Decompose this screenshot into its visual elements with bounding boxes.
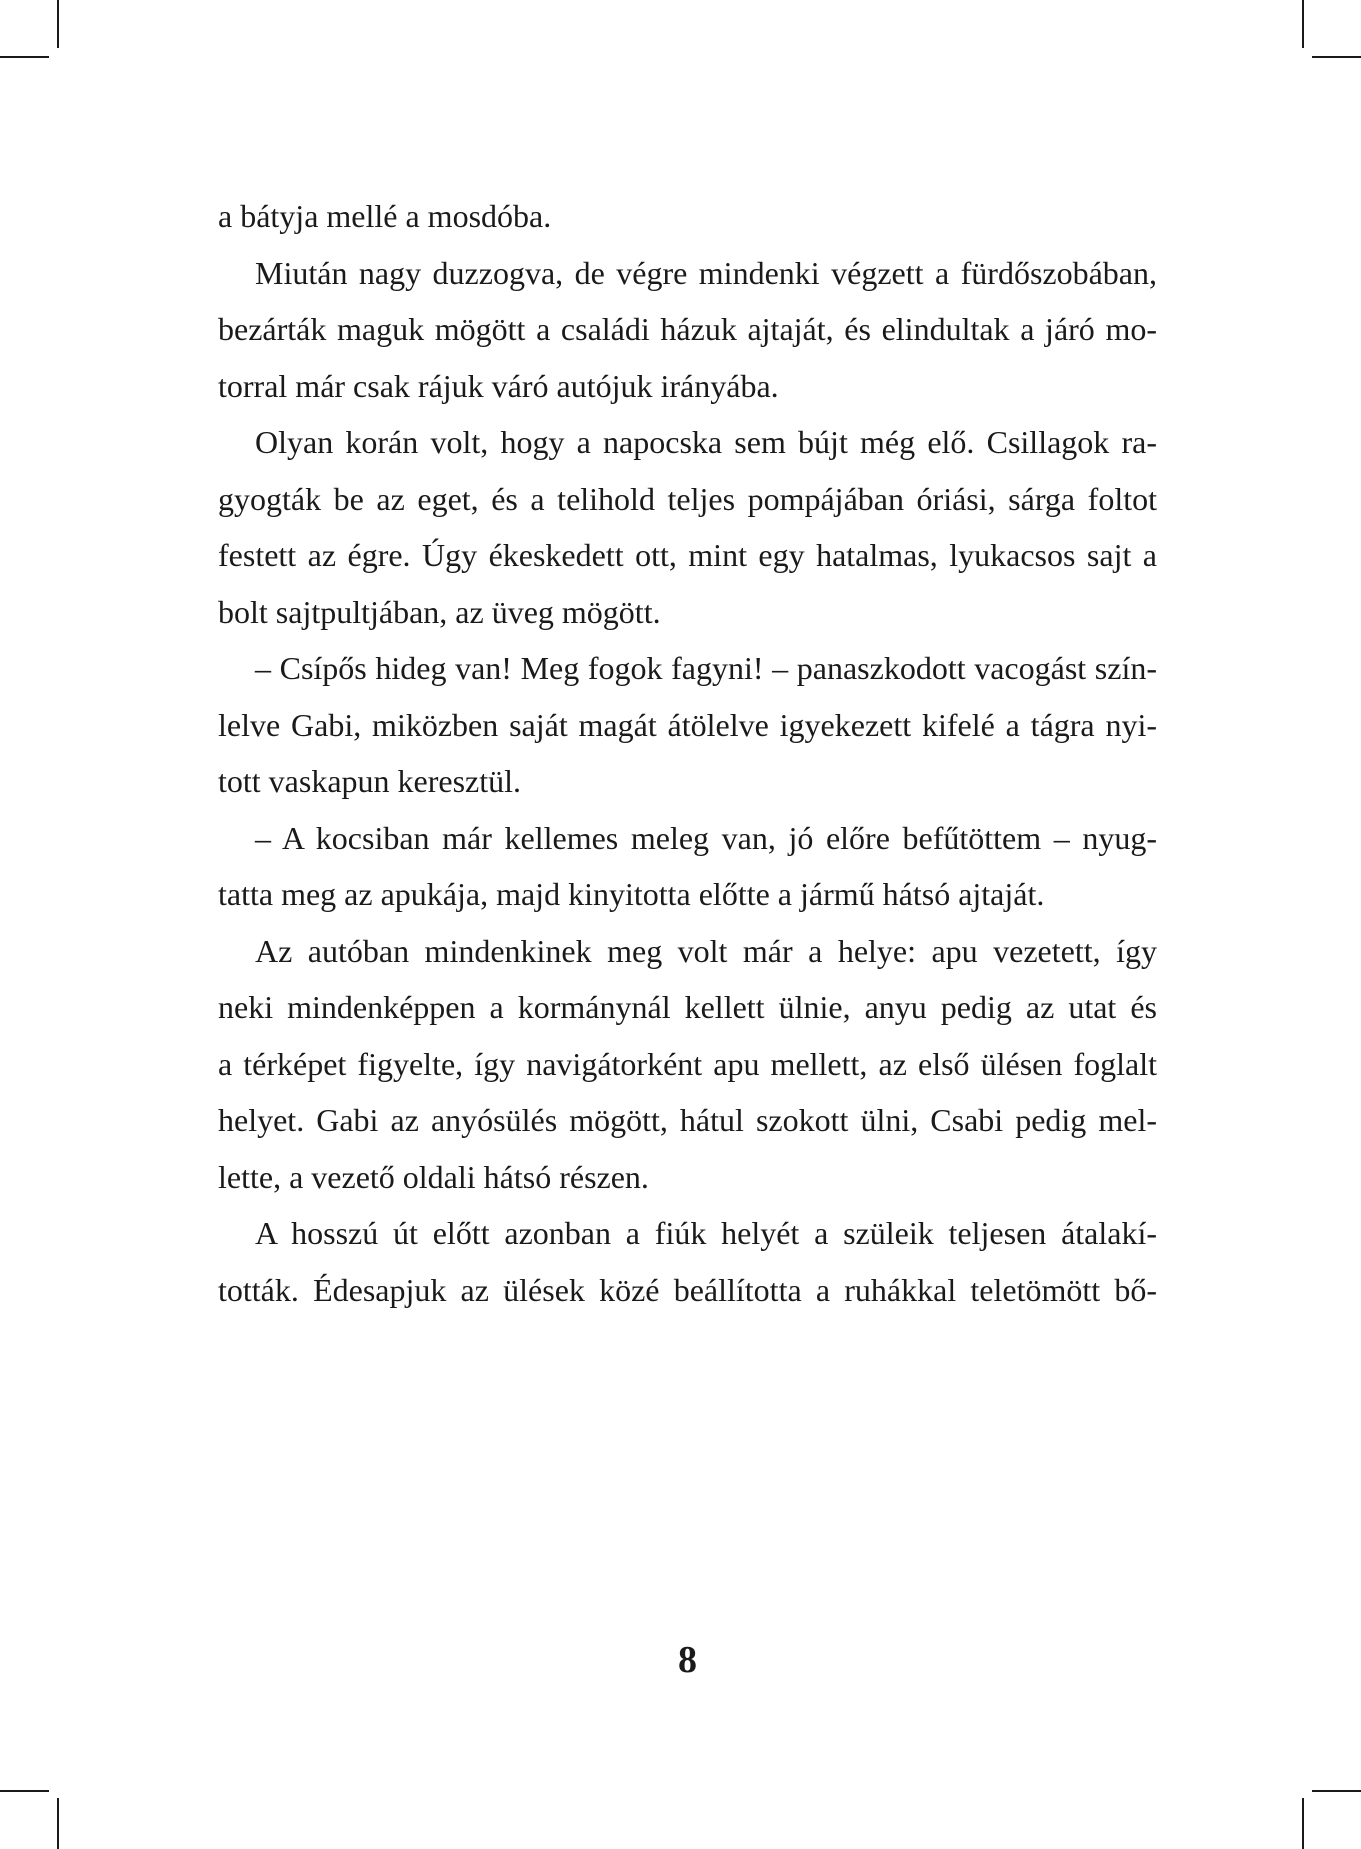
- crop-mark-bottom-left-vertical: [57, 1798, 59, 1849]
- paragraph-0: [218, 188, 1157, 245]
- text-line: gyogták be az eget, és a telihold teljes pompájában óriási, sárga foltot: [218, 480, 1157, 517]
- text-line: neki mindenképpen a kormánynál kellett ülnie, anyu pedig az utat és: [218, 989, 1157, 1025]
- page-text: [218, 188, 1157, 1318]
- text-line: a bátyja mellé a mosdóba.: [218, 198, 552, 234]
- text-line: bezárták maguk mögött a családi házuk ajtaját, és elindultak a járó mo-: [218, 311, 1157, 347]
- text-line: tott vaskapun keresztül.: [218, 763, 522, 799]
- text-line: Olyan korán volt, hogy a napocska sem bújt még elő. Csillagok ra-: [255, 424, 1157, 460]
- text-line: lelve Gabi, miközben saját magát átölelve igyekezett kifelé a tágra nyi-: [218, 706, 1157, 743]
- text-line: – A kocsiban már kellemes meleg van, jó előre befűtöttem – nyug-: [255, 819, 1157, 856]
- paragraph-4: [218, 810, 1157, 923]
- text-line: a térképet figyelte, így navigátorként apu mellett, az első ülésen foglalt: [218, 1045, 1157, 1082]
- crop-mark-top-left-vertical: [57, 0, 59, 48]
- text-line: helyet. Gabi az anyósülés mögött, hátul szokott ülni, Csabi pedig mel-: [218, 1102, 1157, 1138]
- paragraph-1: [218, 245, 1157, 415]
- text-line: – Csípős hideg van! Meg fogok fagyni! – panaszkodott vacogást szín-: [255, 650, 1157, 686]
- text-line: lette, a vezető oldali hátsó részen.: [218, 1158, 649, 1195]
- text-line: torral már csak rájuk váró autójuk irányába.: [218, 367, 779, 404]
- paragraph-5: [218, 923, 1157, 1206]
- paragraph-6: [218, 1205, 1157, 1318]
- text-line: tották. Édesapjuk az ülések közé beállította a ruhákkal teletömött bő-: [218, 1271, 1157, 1308]
- text-line: Az autóban mindenkinek meg volt már a helye: apu vezetett, így: [255, 932, 1157, 969]
- text-line: tatta meg az apukája, majd kinyitotta előtte a jármű hátsó ajtaját.: [218, 876, 1045, 912]
- text-line: bolt sajtpultjában, az üveg mögött.: [218, 593, 661, 630]
- paragraph-2: [218, 414, 1157, 640]
- crop-mark-bottom-right-horizontal: [1312, 1790, 1361, 1792]
- crop-mark-top-right-horizontal: [1312, 56, 1361, 58]
- crop-mark-bottom-left-horizontal: [0, 1790, 49, 1792]
- text-line: Miután nagy duzzogva, de végre mindenki végzett a fürdőszobában,: [255, 254, 1157, 291]
- paragraph-3: [218, 640, 1157, 810]
- crop-mark-bottom-right-vertical: [1302, 1798, 1304, 1849]
- text-line: festett az égre. Úgy ékeskedett ott, mint egy hatalmas, lyukacsos sajt a: [218, 537, 1157, 573]
- crop-mark-top-left-horizontal: [0, 56, 49, 58]
- page-number: 8: [678, 1639, 697, 1681]
- crop-mark-top-right-vertical: [1302, 0, 1304, 48]
- text-line: A hosszú út előtt azonban a fiúk helyét a szüleik teljesen átalakí-: [255, 1215, 1157, 1251]
